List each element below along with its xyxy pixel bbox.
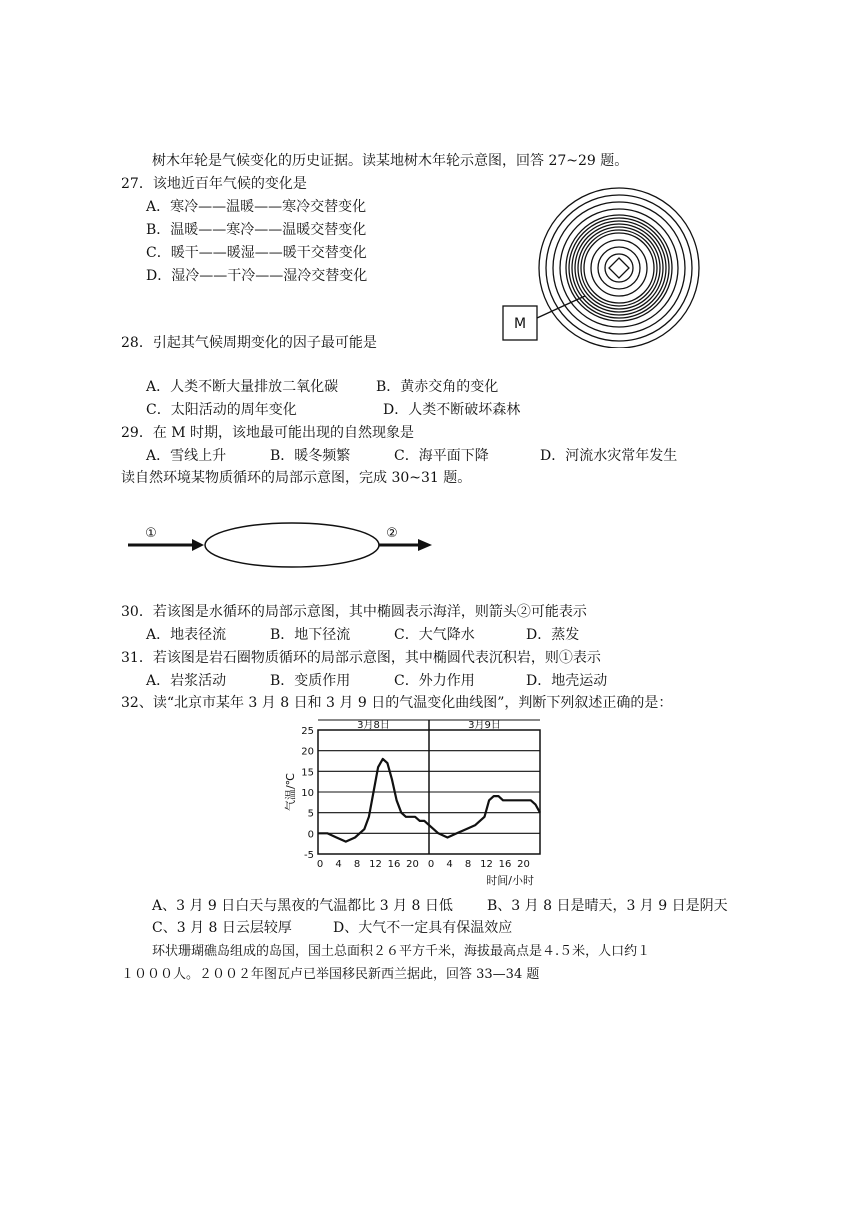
q30-stem: 30．若该图是水循环的局部示意图，其中椭圆表示海洋，则箭头②可能表示 <box>121 604 587 620</box>
cycle-label-1: ① <box>145 526 157 541</box>
q27-option-a: A．寒冷——温暖——寒冷交替变化 <box>146 199 367 215</box>
q29-option-b: B．暖冬频繁 <box>270 448 351 464</box>
temperature-chart <box>278 712 550 894</box>
chart-ytick-label: 0 <box>307 829 314 841</box>
cycle-label-2: ② <box>386 526 398 541</box>
q31-option-d: D．地壳运动 <box>526 673 608 689</box>
q28-option-c: C．太阳活动的周年变化 <box>146 402 297 418</box>
q30-option-a: A．地表径流 <box>146 627 227 643</box>
chart-xtick-label: 0 <box>316 859 324 870</box>
q27-option-b: B．温暖——寒冷——温暖交替变化 <box>146 222 367 238</box>
q27-stem: 27．该地近百年气候的变化是 <box>121 176 307 192</box>
intro-material-cycle: 读自然环境某物质循环的局部示意图，完成 30~31 题。 <box>121 470 472 486</box>
chart-xtick-label: 4 <box>446 859 453 870</box>
chart-ytick-label: 5 <box>307 808 314 820</box>
q29-option-a: A．雪线上升 <box>146 448 227 464</box>
q27-option-d: D．湿冷——干冷——湿冷交替变化 <box>146 268 368 284</box>
chart-xtick-label: 12 <box>369 859 382 870</box>
chart-xtick-label: 20 <box>517 859 530 870</box>
q32-option-c: C、3 月 8 日云层较厚 <box>152 920 292 936</box>
chart-ylabel: 气温/℃ <box>284 772 297 812</box>
chart-xlabel: 时间/小时 <box>486 874 534 887</box>
q32-option-a: A、3 月 9 日白天与黑夜的气温都比 3 月 8 日低 <box>152 898 453 914</box>
q28-option-d: D．人类不断破坏森林 <box>383 402 521 418</box>
chart-ytick-label: 15 <box>301 767 314 779</box>
material-cycle-figure <box>120 515 440 575</box>
q30-option-c: C．大气降水 <box>394 627 475 643</box>
q32-stem: 32、读“北京市某年 3 月 8 日和 3 月 9 日的气温变化曲线图”，判断下列叙述正确的是： <box>121 695 673 711</box>
q31-option-b: B．变质作用 <box>270 673 351 689</box>
chart-xtick-label: 0 <box>427 859 435 870</box>
q32-option-d: D、大气不一定具有保温效应 <box>333 920 513 936</box>
q32-option-b: B、3 月 8 日是晴天，3 月 9 日是阴天 <box>487 898 728 914</box>
q31-stem: 31．若该图是岩石圈物质循环的局部示意图，其中椭圆代表沉积岩，则①表示 <box>121 650 601 666</box>
chart-ytick-label: 10 <box>301 788 314 799</box>
chart-panel-title: 3月8日 <box>357 720 390 731</box>
chart-xtick-label: 16 <box>498 859 512 870</box>
chart-xtick-label: 20 <box>406 859 419 870</box>
q30-option-b: B．地下径流 <box>270 627 351 643</box>
chart-ytick-label: 25 <box>301 726 314 737</box>
q28-option-a: A．人类不断大量排放二氧化碳 <box>146 379 339 395</box>
q31-option-a: A．岩浆活动 <box>146 673 227 689</box>
chart-ytick-label: 20 <box>301 746 314 758</box>
q29-stem: 29．在 M 时期，该地最可能出现的自然现象是 <box>121 425 415 441</box>
intro-tree-rings: 树木年轮是气候变化的历史证据。读某地树木年轮示意图，回答 27~29 题。 <box>152 153 629 169</box>
q31-option-c: C．外力作用 <box>394 673 475 689</box>
q30-option-d: D．蒸发 <box>526 627 580 643</box>
intro-island-line2: １０００人。２００２年图瓦卢已举国移民新西兰据此，回答 33—34 题 <box>121 967 540 982</box>
q28-option-b: B．黄赤交角的变化 <box>376 379 499 395</box>
chart-xtick-label: 12 <box>480 859 493 870</box>
chart-ytick-label: -5 <box>304 850 314 861</box>
q27-option-c: C．暖干——暖湿——暖干交替变化 <box>146 245 367 261</box>
chart-xtick-label: 16 <box>387 859 401 870</box>
chart-xtick-label: 8 <box>464 859 472 870</box>
chart-xtick-label: 8 <box>353 859 361 870</box>
intro-island-line1: 环状珊瑚礁岛组成的岛国，国土总面积２６平方千米，海拔最高点是４.５米，人口约１ <box>152 944 651 959</box>
q28-stem: 28．引起其气候周期变化的因子最可能是 <box>121 335 377 351</box>
q29-option-d: D．河流水灾常年发生 <box>540 448 678 464</box>
tree-ring-label-m: M <box>513 316 527 332</box>
chart-panel-title: 3月9日 <box>468 720 501 731</box>
chart-xtick-label: 4 <box>335 859 342 870</box>
q29-option-c: C．海平面下降 <box>394 448 489 464</box>
tree-ring-figure <box>495 178 755 348</box>
